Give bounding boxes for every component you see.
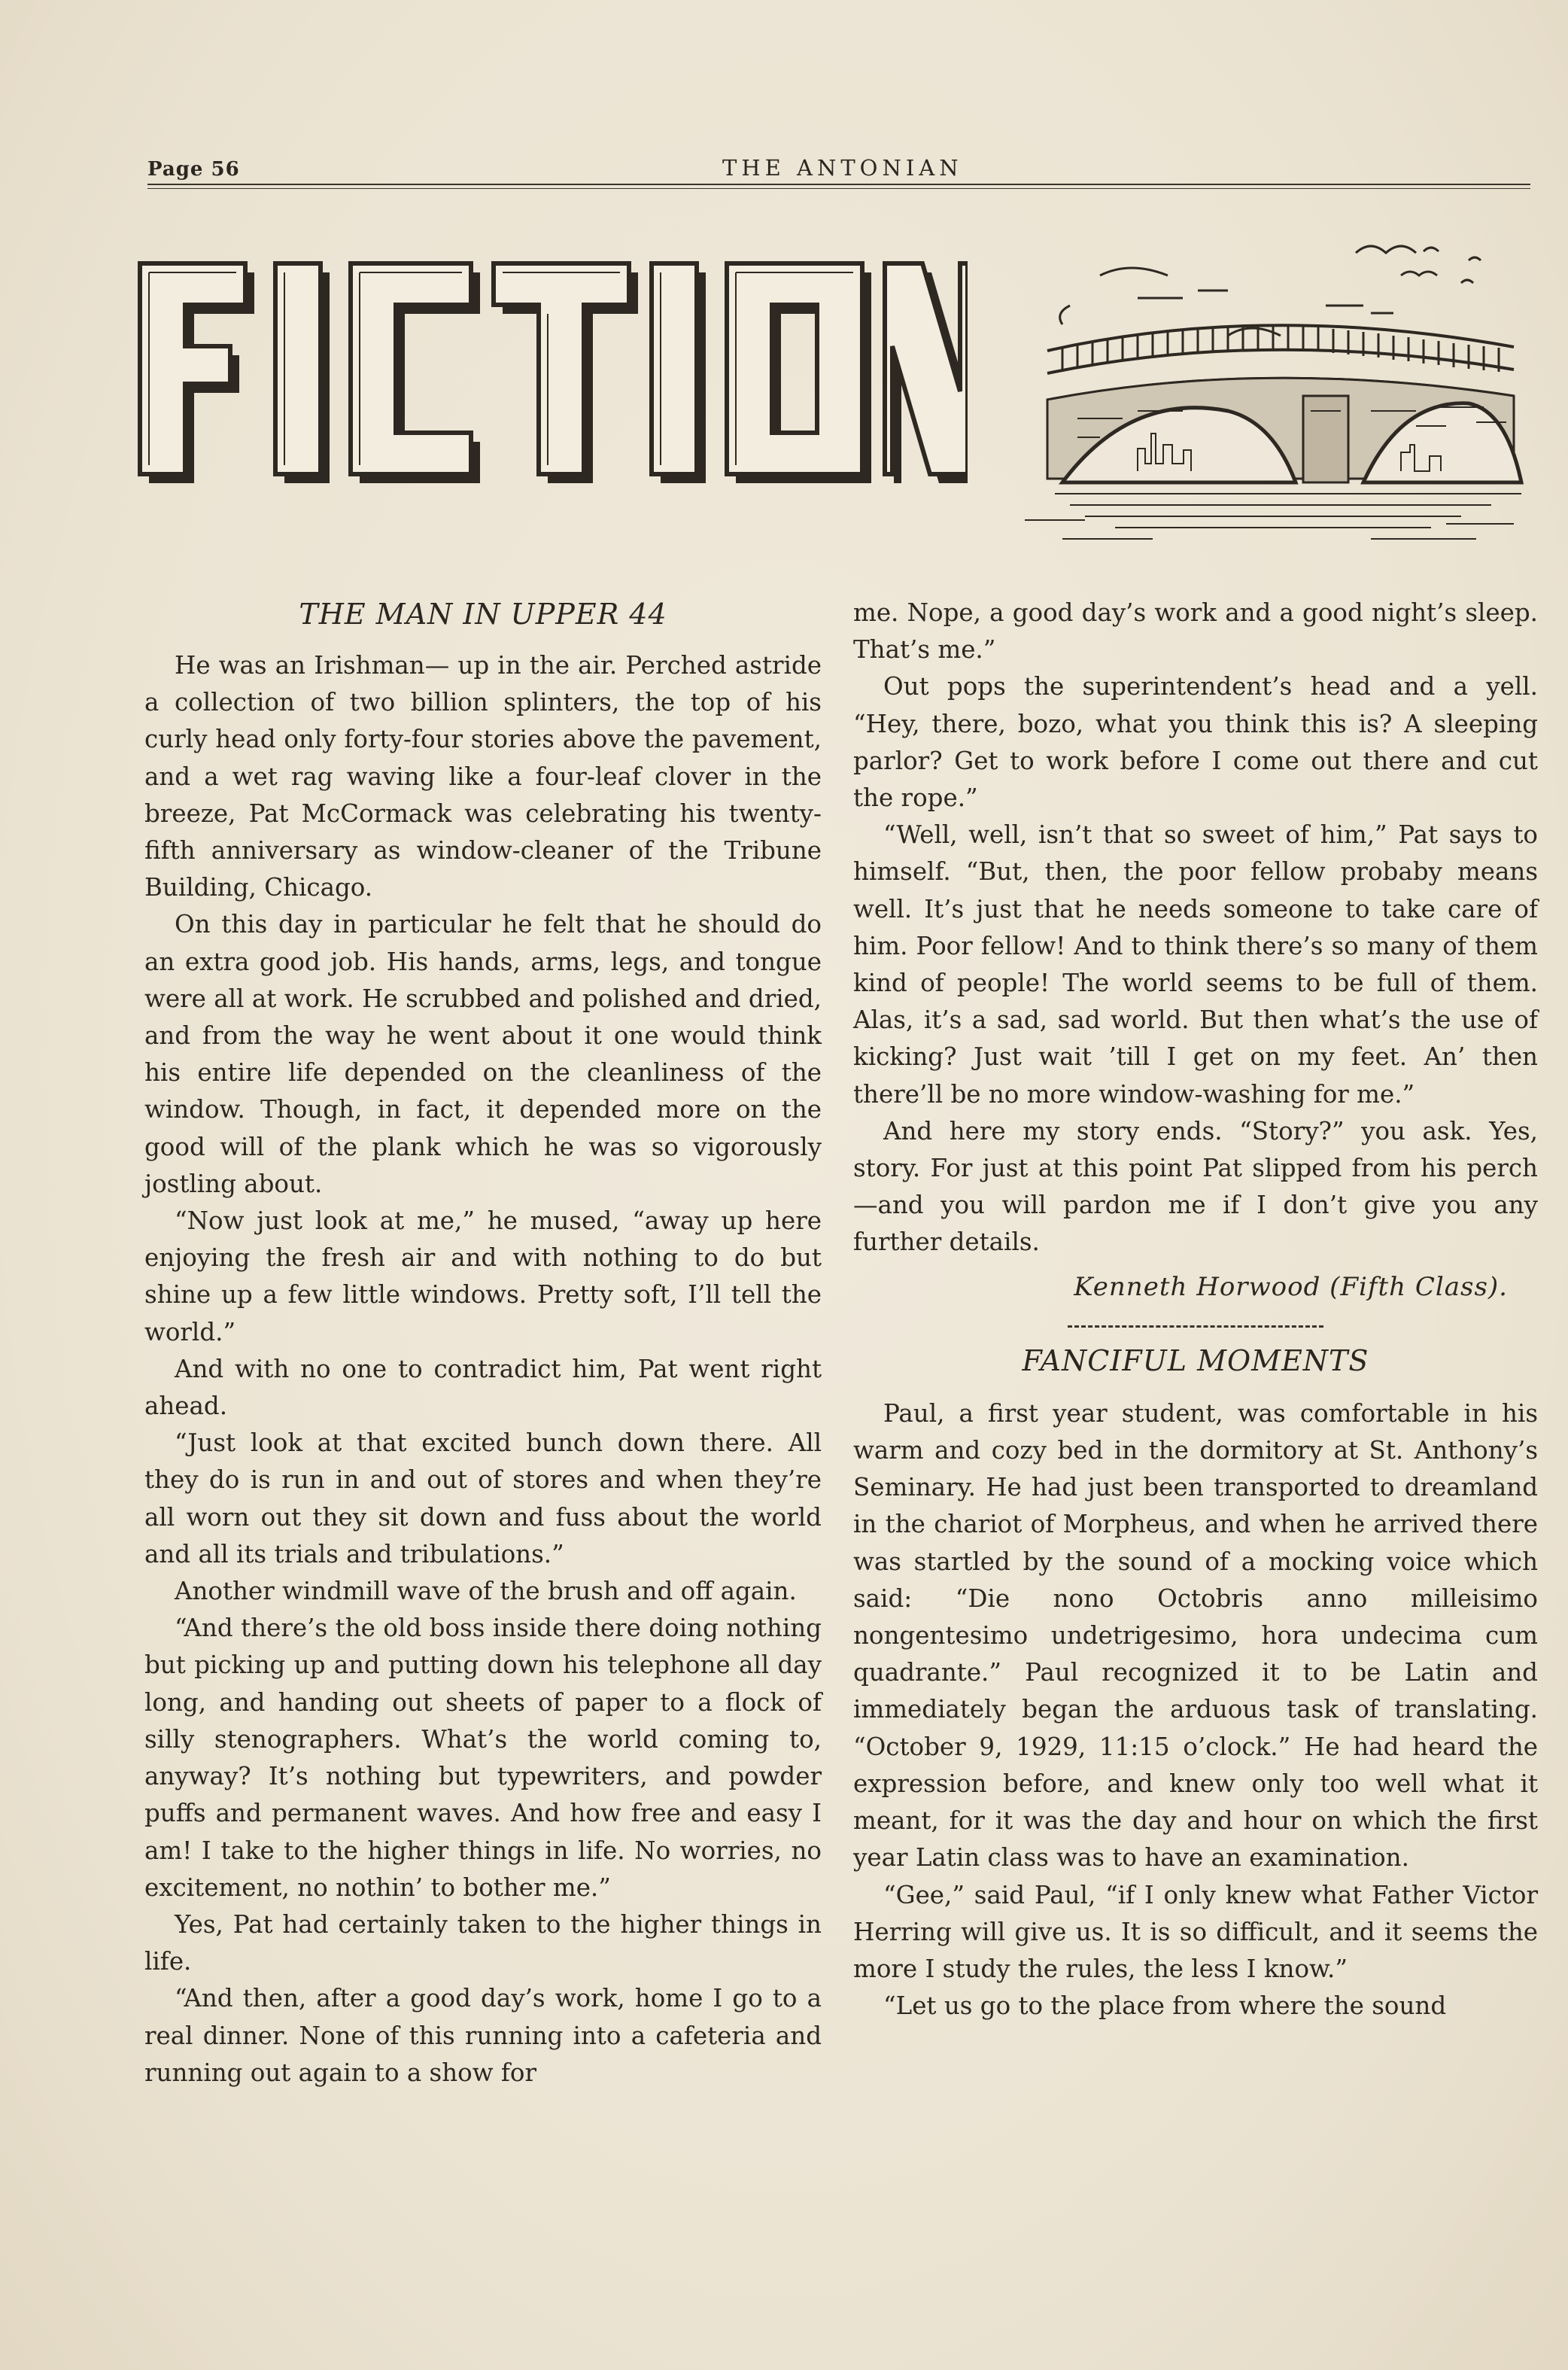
paragraph: Another windmill wave of the brush and off again. xyxy=(175,1577,797,1606)
paragraph: Paul, a first year student, was comfortable in his warm and cozy bed in the dormitory at St. Anthony’s Seminary. He had just been transported to dreamland in the chariot of Morpheus, and when he arrived there was startled by the sound of a mocking voice which said: “Die nono Octobris anno milleisimo nongentesimo undetrigesimo, hora undecima cum quadrante.” Paul recognized it to be Latin and immediately began the arduous task of translating. “October 9, 1929, 11:15 o’clock.” He had heard the expression before, and knew only too well what it meant, for it was the day and hour on which the first year Latin class was to have an examination. xyxy=(853,1398,1538,1873)
story-title-man-in-upper-44: THE MAN IN UPPER 44 xyxy=(299,598,667,631)
paragraph: Out pops the superintendent’s head and a yell. “Hey, there, bozo, what you think this is? A sleeping parlor? Get to work before I come out there and cut the rope.” xyxy=(853,672,1538,813)
paragraph: “And then, after a good day’s work, home I go to a real dinner. None of this running into a cafeteria and running out again to a show for xyxy=(144,1984,822,2087)
section-divider xyxy=(1068,1325,1323,1328)
paragraph: “Just look at that excited bunch down there. All they do is run in and out of stores and when they’re all worn out they sit down and fuss about the world and all its trials and tribulations.” xyxy=(144,1428,822,1568)
paragraph: “And there’s the old boss inside there doing nothing but picking up and putting down his telephone all day long, and handing out sheets of paper to a flock of silly stenographers. What’s the world coming to, anyway? It’s nothing but typewriters, and powder puffs and permanent waves. And how free and easy I am! I take to the higher things in life. No worries, no excitement, no nothin’ to bother me.” xyxy=(144,1614,822,1902)
letter-t xyxy=(494,263,629,474)
letter-i xyxy=(275,263,321,474)
left-column xyxy=(144,595,822,2092)
fiction-banner xyxy=(132,233,968,493)
author-byline: Kenneth Horwood (Fifth Class). xyxy=(1074,1271,1508,1302)
paragraph: And with no one to contradict him, Pat went right ahead. xyxy=(144,1354,822,1421)
paragraph: And here my story ends. “Story?” you ask. Yes, story. For just at this point Pat slipped from his perch—and you will pardon me if I don’t give you any further details. xyxy=(853,1116,1538,1257)
letter-i2 xyxy=(652,263,697,474)
paragraph-continued: me. Nope, a good day’s work and a good night’s sleep. That’s me.” xyxy=(853,598,1538,665)
paragraph: “Let us go to the place from where the sound xyxy=(883,1991,1447,2021)
right-column xyxy=(853,595,1538,2025)
page-number: Page 56 xyxy=(147,158,240,181)
fiction-letters xyxy=(140,263,968,483)
bridge-illustration xyxy=(950,223,1536,554)
paragraph: Yes, Pat had certainly taken to the higher things in life. xyxy=(144,1909,822,1976)
letter-c xyxy=(351,263,471,474)
header-rule xyxy=(147,184,1530,189)
story-title-fanciful-moments: FANCIFUL MOMENTS xyxy=(1022,1343,1369,1377)
paragraph: “Gee,” said Paul, “if I only knew what Father Victor Herring will give us. It is so difficult, and it seems the more I study the rules, the less I know.” xyxy=(853,1880,1538,1983)
paragraph: On this day in particular he felt that he should do an extra good job. His hands, arms, legs, and tongue were all at work. He scrubbed and polished and dried, and from the way he went about it one would think his entire life depended on the cleanliness of the window. Though, in fact, it depended more on the good will of the plank which he was so vigorously jostling about. xyxy=(144,910,822,1198)
paragraph: “Now just look at me,” he mused, “away up here enjoying the fresh air and with nothing to do but shine up a few little windows. Pretty soft, I’ll tell the world.” xyxy=(144,1206,822,1346)
journal-title: THE ANTONIAN xyxy=(722,155,963,181)
letter-o xyxy=(727,263,862,474)
paragraph: “Well, well, isn’t that so sweet of him,” Pat says to himself. “But, then, the poor fellow probaby means well. It’s just that he needs someone to take care of him. Poor fellow! And to think there’s so many of them kind of people! The world seems to be full of them. Alas, it’s a sad, sad world. But then what’s the use of kicking? Just wait ’till I get on my feet. An’ then there’ll be no more window-washing for me.” xyxy=(853,820,1538,1109)
paragraph: He was an Irishman— up in the air. Perched astride a collection of two billion splinters, the top of his curly head only forty-four stories above the pavement, and a wet rag waving like a four-leaf clover in the breeze, Pat McCormack was celebrating his twenty-fifth anniversary as window-cleaner of the Tribune Building, Chicago. xyxy=(144,651,822,902)
